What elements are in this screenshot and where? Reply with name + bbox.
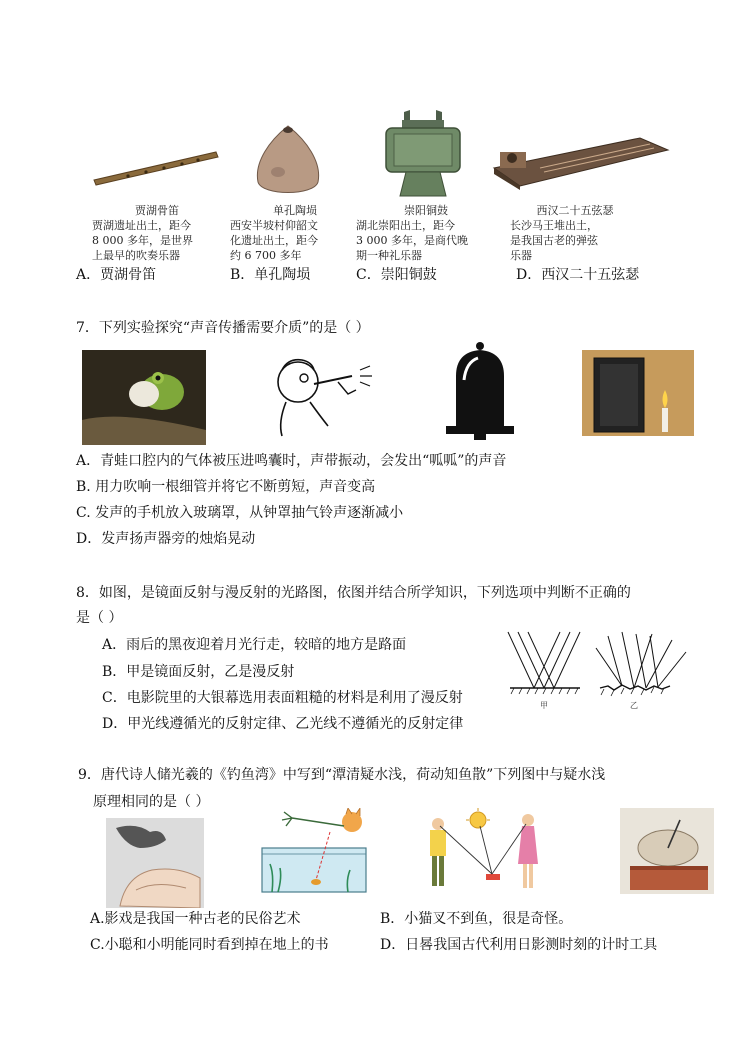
caption-title: 贾湖骨笛 [135,204,179,217]
bell-jar-image [444,340,516,440]
caption-title: 崇阳铜鼓 [404,204,448,217]
caption-line: 上最早的吹奏乐器 [92,249,180,262]
q8-option-d[interactable]: D．甲光线遵循光的反射定律、乙光线不遵循光的反射定律 [102,716,464,732]
q9-option-d[interactable]: D．日晷我国古代利用日影测时刻的计时工具 [380,937,658,953]
q8-stem-line2: 是（ ） [76,610,123,626]
q9-option-c[interactable]: C.小聪和小明能同时看到掉在地上的书 [90,937,329,953]
se-zither-image [490,128,670,190]
caption-line: 约 6 700 多年 [230,249,302,262]
caption-line: 是我国古老的弹弦 [510,234,598,247]
caption-line: 化遗址出土，距今 [230,234,318,247]
q7-option-d[interactable]: D．发声扬声器旁的烛焰晃动 [76,531,256,547]
q6-option-c[interactable]: C．崇阳铜鼓 [356,267,437,283]
caption-line: 8 000 多年，是世界 [92,234,193,247]
q8-option-c[interactable]: C．电影院里的大银幕选用表面粗糙的材料是利用了漫反射 [102,690,463,706]
caption-line: 西安半坡村仰韶文 [230,219,318,232]
caption-line: 3 000 多年，是商代晚 [356,234,468,247]
fig-label-jia: 甲 [540,701,548,710]
caption-title: 单孔陶埙 [273,204,317,217]
caption-line: 湖北崇阳出土，距今 [356,219,455,232]
q7-option-a[interactable]: A．青蛙口腔内的气体被压进鸣囊时，声带振动，会发出“呱呱”的声音 [76,453,507,469]
caption-pottery-xun [230,203,360,263]
pottery-xun-image [248,122,328,200]
q8-stem-line1: 8．如图，是镜面反射与漫反射的光路图，依图并结合所学知识，下列选项中判断不正确的 [76,585,631,601]
q8-option-b[interactable]: B．甲是镜面反射，乙是漫反射 [102,664,295,680]
q9-option-a[interactable]: A.影戏是我国一种古老的民俗艺术 [90,911,301,927]
shadow-play-image [106,818,204,908]
caption-line: 乐器 [510,249,532,262]
bone-flute-image [88,140,223,190]
book-reflection-image [420,808,550,894]
caption-bronze-drum [356,203,496,263]
straw-blow-image [268,352,378,438]
q7-stem: 7．下列实验探究“声音传播需要介质”的是（ ） [76,320,370,336]
q7-option-c[interactable]: C. 发声的手机放入玻璃罩，从钟罩抽气铃声逐渐减小 [76,505,404,521]
q8-option-a[interactable]: A．雨后的黑夜迎着月光行走，较暗的地方是路面 [102,637,407,653]
speaker-candle-image [582,350,694,436]
sundial-image [620,808,714,894]
caption-bone-flute [92,203,222,263]
caption-line: 长沙马王堆出土， [510,219,598,232]
caption-line: 期一种礼乐器 [356,249,422,262]
cat-fishing-image [260,808,372,894]
frog-image [82,350,206,445]
q9-stem-line2: 原理相同的是（ ） [93,794,210,810]
q7-option-b[interactable]: B. 用力吹响一根细管并将它不断剪短，声音变高 [76,479,376,495]
reflection-diagram [504,626,692,712]
q6-option-a[interactable]: A．贾湖骨笛 [76,267,157,283]
q6-option-d[interactable]: D．西汉二十五弦瑟 [516,267,640,283]
caption-title: 西汉二十五弦瑟 [536,204,614,217]
caption-se-zither [510,203,640,263]
q9-stem-line1: 9．唐代诗人储光羲的《钓鱼湾》中写到“潭清疑水浅，荷动知鱼散”下列图中与疑水浅 [78,767,606,783]
q9-option-b[interactable]: B．小猫叉不到鱼，很是奇怪。 [380,911,573,927]
q6-option-b[interactable]: B．单孔陶埙 [230,267,311,283]
bronze-drum-image [380,108,466,200]
caption-line: 贾湖遗址出土，距今 [92,219,191,232]
fig-label-yi: 乙 [630,701,638,710]
